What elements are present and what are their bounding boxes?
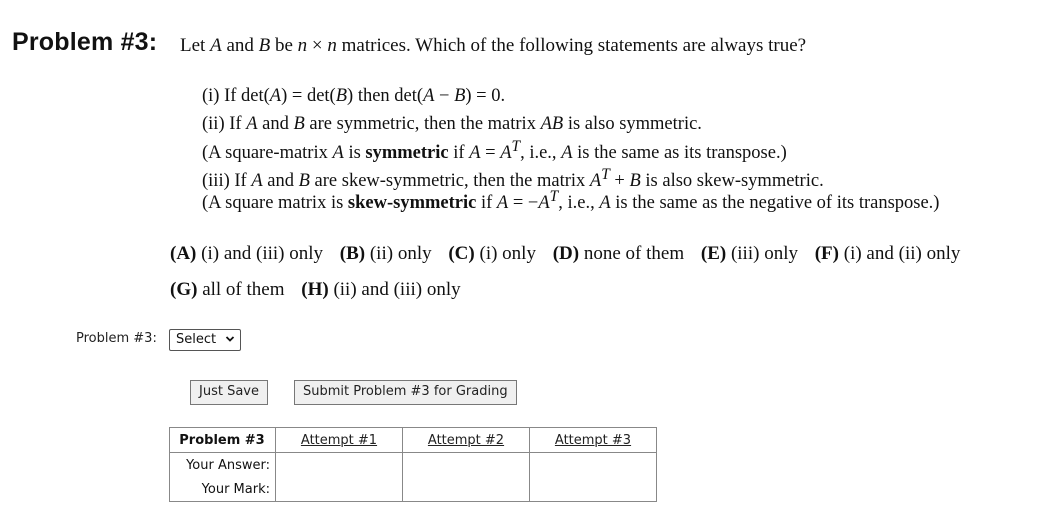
your-mark-label: Your Mark: (170, 477, 276, 502)
choice-c: (C) (i) only (448, 243, 536, 264)
answer-label: Problem #3: (76, 331, 157, 346)
answer-cell-1 (276, 453, 403, 478)
table-header-row (170, 428, 657, 453)
choice-g: (G) all of them (170, 279, 285, 300)
your-answer-label: Your Answer: (170, 453, 276, 478)
choice-d: (D) none of them (552, 243, 685, 264)
table-row (170, 477, 657, 502)
table-head-problem: Problem #3 (170, 428, 276, 453)
statement-ii: (ii) If A and B are symmetric, then the matrix AB is also symmetric. (202, 114, 702, 134)
answer-select[interactable] (169, 329, 241, 351)
skew-symmetric-definition: (A square matrix is skew-symmetric if $A = -A^T$, i.e., A is the same as the negative of its transpose.) (202, 188, 940, 214)
choice-a: (A) (i) and (iii) only (170, 243, 324, 264)
statements-block (202, 84, 940, 214)
statement-i: (i) If det(A) = det(B) then det(A − B) = 0. (202, 86, 506, 106)
problem-title: Problem #3: (12, 28, 158, 56)
choice-b: (B) (ii) only (339, 243, 432, 264)
symmetric-definition: (A square-matrix A is symmetric if $A = A^T$, i.e., A is the same as its transpose.) (202, 138, 787, 164)
mark-cell-3 (530, 477, 657, 502)
statement-iii: (iii) If A and B are skew-symmetric, then the matrix $A^T + B$ is also skew-symmetric. (202, 166, 824, 192)
table-row (170, 453, 657, 478)
select-value: Select (176, 332, 217, 347)
choice-f: (F) (i) and (ii) only (814, 243, 961, 264)
chevron-down-icon (225, 332, 235, 349)
attempt-3-link[interactable]: Attempt #3 (530, 428, 657, 453)
just-save-button[interactable]: Just Save (190, 380, 268, 405)
choices-row-2 (170, 279, 473, 301)
answer-cell-2 (403, 453, 530, 478)
mark-cell-2 (403, 477, 530, 502)
attempt-1-link[interactable]: Attempt #1 (276, 428, 403, 453)
problem-question: Let A and B be n × n matrices. Which of the following statements are always true? (180, 35, 807, 56)
submit-button[interactable]: Submit Problem #3 for Grading (294, 380, 517, 405)
choices-row-1 (170, 243, 972, 265)
choice-h: (H) (ii) and (iii) only (301, 279, 461, 300)
choice-e: (E) (iii) only (700, 243, 798, 264)
attempt-2-link[interactable]: Attempt #2 (403, 428, 530, 453)
attempts-table (169, 427, 657, 502)
answer-cell-3 (530, 453, 657, 478)
mark-cell-1 (276, 477, 403, 502)
